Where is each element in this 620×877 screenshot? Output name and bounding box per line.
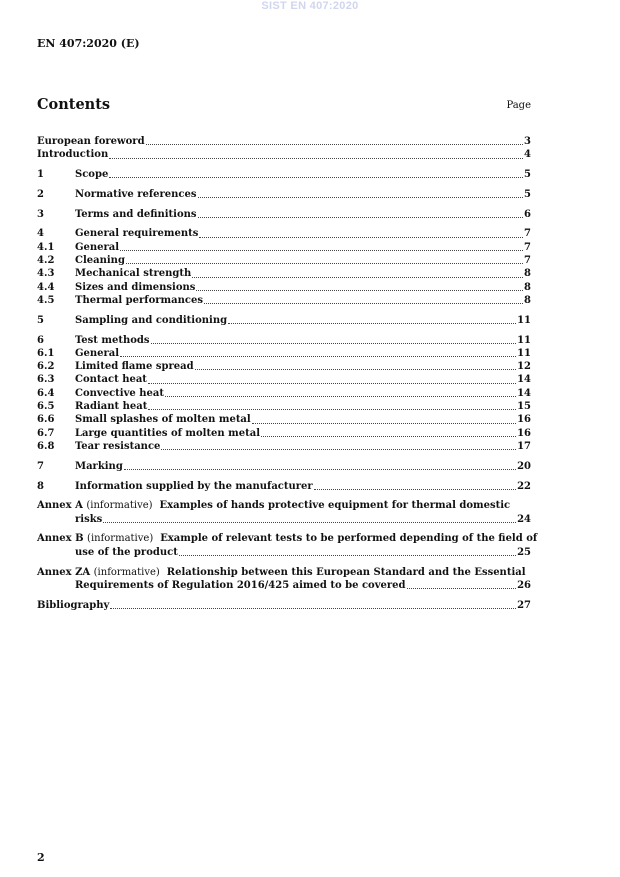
toc-entry-number: 7 <box>37 460 44 472</box>
toc-entry-title: Introduction <box>37 149 109 161</box>
toc-entry[interactable] <box>37 254 531 267</box>
toc-entry[interactable] <box>37 400 531 413</box>
dot-leader <box>195 369 517 370</box>
toc-entry-number: 6.7 <box>37 427 55 439</box>
toc-entry[interactable] <box>37 480 531 493</box>
toc-entry-page: 8 <box>524 281 531 293</box>
toc-entry-title: Marking <box>75 460 123 472</box>
toc-entry[interactable] <box>37 168 531 181</box>
toc-entry-title: European foreword <box>37 136 145 147</box>
annex-continuation-line <box>37 546 531 559</box>
toc-entry-page: 14 <box>517 374 531 386</box>
toc-entry-page: 16 <box>517 414 531 426</box>
toc-entry[interactable] <box>37 281 531 294</box>
toc-entry-title: Terms and definitions <box>75 208 197 220</box>
toc-entry-title: Mechanical strength <box>75 268 192 280</box>
toc-entry-page: 5 <box>524 169 531 181</box>
toc-annex-entry[interactable] <box>37 499 531 526</box>
toc-entry[interactable] <box>37 334 531 347</box>
dot-leader <box>314 489 516 490</box>
toc-entry-page: 26 <box>517 579 531 591</box>
toc-entry-page: 8 <box>524 268 531 280</box>
annex-title-line1: Examples of hands protective equipment for thermal domestic <box>159 500 511 512</box>
dot-leader <box>192 277 523 278</box>
dot-leader <box>198 217 524 218</box>
toc-entry-number: 6.6 <box>37 414 55 426</box>
annex-informative-tag: (informative) <box>87 533 154 545</box>
toc-entry-title: Information supplied by the manufacturer <box>75 480 313 492</box>
toc-entry-page: 5 <box>524 188 531 200</box>
toc-entry-title: Radiant heat <box>75 401 148 413</box>
annex-label: Annex ZA <box>37 566 91 578</box>
dot-leader <box>146 144 523 145</box>
dot-leader <box>161 449 516 450</box>
dot-leader <box>228 323 516 324</box>
toc-entry-number: 5 <box>37 314 44 326</box>
dot-leader <box>110 608 516 609</box>
dot-leader <box>407 588 517 589</box>
toc-entry-title: Small splashes of molten metal <box>75 414 251 426</box>
dot-leader <box>196 290 523 291</box>
annex-label: Annex B <box>37 533 84 545</box>
toc-entry-page: 17 <box>517 440 531 452</box>
dot-leader <box>261 436 516 437</box>
toc-entry[interactable] <box>37 427 531 440</box>
toc-entry-title: Tear resistance <box>75 440 161 452</box>
toc-entry-page: 24 <box>517 513 531 525</box>
annex-title-line2: Requirements of Regulation 2016/425 aimed to be covered <box>75 579 406 591</box>
annex-title-line2: risks <box>75 513 103 525</box>
toc-entry-title: Limited flame spread <box>75 361 194 373</box>
toc-entry-number: 4.2 <box>37 255 55 267</box>
annex-title-line1: Relationship between this European Standard and the Essential <box>166 566 526 578</box>
annex-informative-tag: (informative) <box>93 566 160 578</box>
toc-entry-page: 11 <box>517 334 531 346</box>
toc-entry[interactable] <box>37 241 531 254</box>
toc-entry[interactable] <box>37 460 531 473</box>
toc-entry-title: Scope <box>75 169 109 181</box>
dot-leader <box>109 177 523 178</box>
toc-entry[interactable] <box>37 314 531 327</box>
toc-entry-title: General <box>75 241 120 253</box>
toc-entry-page: 3 <box>524 136 531 147</box>
watermark: SIST EN 407:2020 <box>261 0 359 12</box>
dot-leader <box>120 356 516 357</box>
toc-entry-number: 1 <box>37 169 44 181</box>
dot-leader <box>126 263 523 264</box>
toc-entry-bibliography[interactable] <box>37 599 531 612</box>
toc-entry[interactable] <box>37 360 531 373</box>
toc-entry[interactable] <box>37 347 531 360</box>
toc-entry-number: 6.8 <box>37 440 55 452</box>
annex-title-line2: use of the product <box>75 546 178 558</box>
toc-entry-page: 7 <box>524 228 531 240</box>
toc-entry-title: Bibliography <box>37 599 110 611</box>
toc-entry-page: 6 <box>524 208 531 220</box>
toc-entry-title: General <box>75 347 120 359</box>
toc-entry-title: Sampling and conditioning <box>75 314 228 326</box>
toc-entries <box>37 135 531 493</box>
dot-leader <box>148 409 516 410</box>
toc-entry-page: 7 <box>524 241 531 253</box>
toc-entry-number: 6.3 <box>37 374 55 386</box>
toc-entry-number: 4.3 <box>37 268 55 280</box>
toc-entry[interactable] <box>37 188 531 201</box>
toc-entry-number: 3 <box>37 208 44 220</box>
page-number: 2 <box>37 851 45 864</box>
annex-informative-tag: (informative) <box>86 500 153 512</box>
toc-entry-page: 15 <box>517 401 531 413</box>
toc-entry-page: 8 <box>524 294 531 306</box>
toc-entry[interactable] <box>37 208 531 221</box>
dot-leader <box>199 237 523 238</box>
toc-entry-number: 4 <box>37 228 44 240</box>
toc-entry-page: 4 <box>524 149 531 161</box>
toc-entry[interactable] <box>37 373 531 386</box>
toc-entry-page: 20 <box>517 460 531 472</box>
annex-entries <box>37 499 538 592</box>
toc-entry-title: Normative references <box>75 188 197 200</box>
page-column-label: Page <box>506 100 531 111</box>
dot-leader <box>120 250 523 251</box>
toc-annex-entry[interactable] <box>37 566 531 593</box>
toc-entry-number: 6 <box>37 334 44 346</box>
dot-leader <box>109 158 523 159</box>
annex-title-line1: Example of relevant tests to be performed depending of the field of <box>160 533 538 545</box>
toc-entry-title: Large quantities of molten metal <box>75 427 261 439</box>
toc-entry-number: 6.4 <box>37 387 55 399</box>
dot-leader <box>151 343 517 344</box>
contents-heading: Contents <box>37 96 111 113</box>
toc-entry-number: 8 <box>37 480 44 492</box>
annex-heading-line <box>37 499 531 512</box>
toc-entry-title: Sizes and dimensions <box>75 281 196 293</box>
toc-entry[interactable] <box>37 294 531 307</box>
toc-entry[interactable] <box>37 387 531 400</box>
toc-entry-number: 6.5 <box>37 401 55 413</box>
toc-entry-number: 2 <box>37 188 44 200</box>
document-id: EN 407:2020 (E) <box>37 37 140 50</box>
toc-entry-number: 4.5 <box>37 294 55 306</box>
toc-entry-page: 14 <box>517 387 531 399</box>
toc-entry[interactable] <box>37 135 531 148</box>
annex-heading-line <box>37 532 538 545</box>
toc-entry-title: General requirements <box>75 228 199 240</box>
toc-entry[interactable] <box>37 148 531 161</box>
toc-entry-number: 6.2 <box>37 361 55 373</box>
toc-entry-title: Contact heat <box>75 374 147 386</box>
toc-entry-title: Test methods <box>75 334 150 346</box>
annex-continuation-line <box>37 513 531 526</box>
toc-entry-page: 7 <box>524 255 531 267</box>
toc-entry-page: 11 <box>517 347 531 359</box>
toc-entry[interactable] <box>37 440 531 453</box>
toc-entry-title: Cleaning <box>75 255 125 267</box>
dot-leader <box>179 555 516 556</box>
toc-annex-entry[interactable] <box>37 532 538 559</box>
toc-entry[interactable] <box>37 413 531 426</box>
dot-leader <box>103 522 516 523</box>
toc-entry-page: 12 <box>517 361 531 373</box>
annex-heading-line <box>37 566 531 579</box>
table-of-contents <box>37 135 538 612</box>
annex-continuation-line <box>37 579 531 592</box>
toc-entry-title: Convective heat <box>75 387 164 399</box>
toc-entry[interactable] <box>37 227 531 240</box>
toc-entry-number: 4.1 <box>37 241 55 253</box>
dot-leader <box>165 396 516 397</box>
dot-leader <box>204 303 523 304</box>
dot-leader <box>124 469 516 470</box>
toc-entry-page: 16 <box>517 427 531 439</box>
annex-label: Annex A <box>37 500 83 512</box>
toc-entry-page: 11 <box>517 314 531 326</box>
toc-entry-page: 27 <box>517 599 531 611</box>
dot-leader <box>198 197 524 198</box>
toc-entry-number: 6.1 <box>37 347 55 359</box>
toc-entry-number: 4.4 <box>37 281 55 293</box>
toc-entry-page: 22 <box>517 480 531 492</box>
toc-entry-page: 25 <box>517 546 531 558</box>
dot-leader <box>148 383 516 384</box>
toc-entry-title: Thermal performances <box>75 294 203 306</box>
dot-leader <box>252 423 516 424</box>
toc-entry[interactable] <box>37 267 531 280</box>
